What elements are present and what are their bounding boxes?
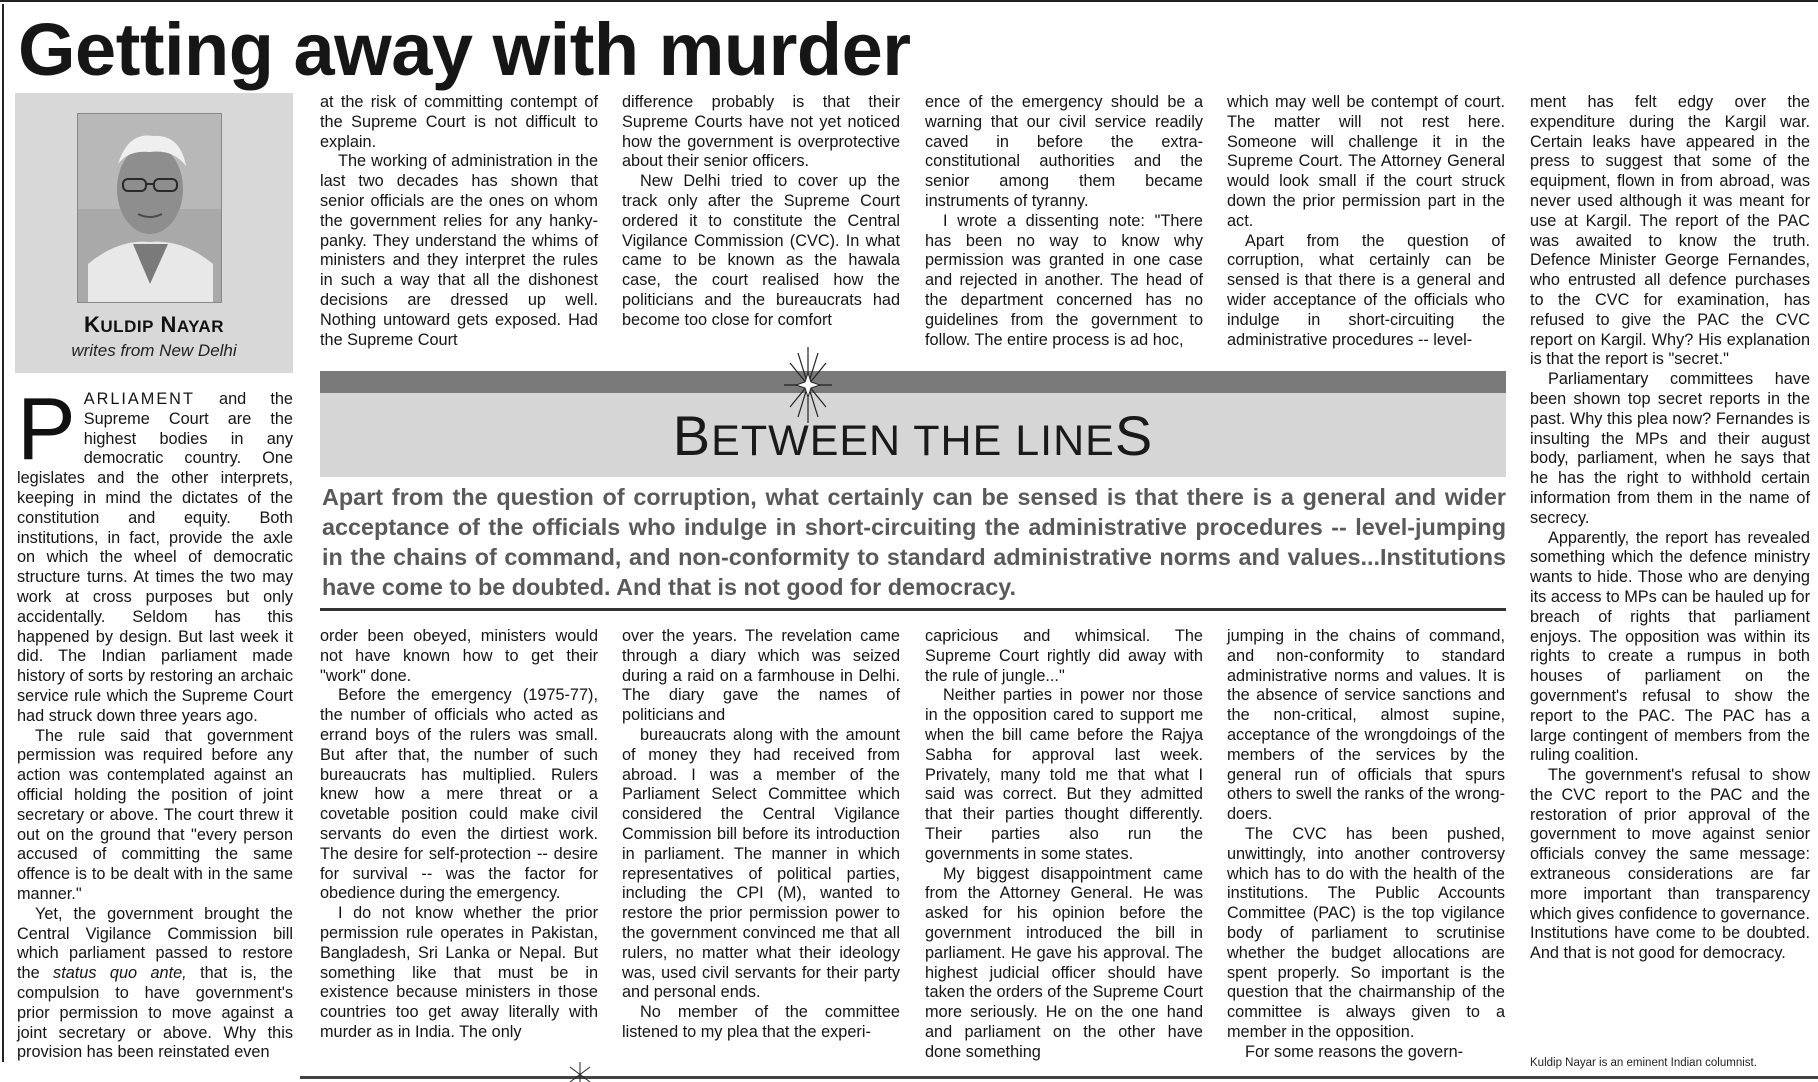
paragraph: The working of administration in the last two decades has shown that senior officials are the ones on whom the government relies for any hanky-panky. They understand the whims of ministers and they interpret the rules in such a way that all the dishonest decisions are dressed up well. Nothing untoward gets exposed. Had the Supreme Court [320,152,598,349]
paragraph: Yet, the government brought the Central Vigilance Commission bill which parliament passed to restore the status quo ante, that is, the compulsion to have government's prior permission to move against a joint secretary or above. Why this provision has been reinstated even [17,904,293,1062]
paragraph: order been obeyed, ministers would not have known how to get their "work" done. [320,627,598,685]
author-portrait-image [78,114,222,303]
column-3-top [622,93,900,331]
bottom-rule [300,1076,1818,1079]
column-2-top [320,93,598,350]
paragraph: over the years. The revelation came through a diary which was seized during a raid on a farmhouse in Delhi. The diary gave the names of politicians and [622,627,900,725]
paragraph: which may well be contempt of court. The matter will not rest here. Someone will challenge it in the Supreme Court. The Attorney General would look small if the court struck down the prior permission part in the act. [1227,93,1505,230]
paragraph: Neither parties in power nor those in the opposition cared to support me when the bill came before the Rajya Sabha for approval last week. Privately, many told me that what I said was correct. But they admitted that their parties thought differently. Their parties also run the governments in some states. [925,686,1203,863]
paragraph: PARLIAMENT and the Supreme Court are the highest bodies in any democratic country. One legislates and the other interprets, keeping in mind the dictates of the constitution and equity. Both institutions, in fact, provide the axle on which the wheel of democratic structure turns. At times the two may work at cross purposes but only accidentally. Seldom has this happened by design. But last week it did. The Indian parliament made history of sorts by restoring an archaic service rule which the Supreme Court had struck down three years ago. [17,379,293,725]
column-6 [1530,93,1810,964]
author-location: writes from New Delhi [71,341,237,360]
column-3-bottom [622,627,900,1043]
paragraph: Parliamentary committees have been shown top secret reports in the past. Why this plea now? Fernandes is insulting the MPs and their august body, parliament, when he says that he has the right to withhold certain information from them in the name of secrecy. [1530,370,1810,527]
bottom-starburst-icon [565,1062,595,1082]
drop-cap: P [17,379,76,478]
column-1 [17,379,293,1063]
paragraph: New Delhi tried to cover up the track only after the Supreme Court ordered it to constitute the Central Vigilance Commission (CVC). In what came to be known as the hawala case, the court realised how the politicians and the bureaucrats had become too close for comfort [622,172,900,329]
column-2-bottom [320,627,598,1043]
paragraph: My biggest disappointment came from the Attorney General. He was asked for his opinion before the government introduced the bill in parliament. He gave his approval. The highest judicial officer should have taken the orders of the Supreme Court more seriously. He on the one hand and parliament on the other have done something [925,864,1203,1061]
paragraph: bureaucrats along with the amount of money they had received from abroad. I was a member of the Parliament Select Committee which considered the Central Vigilance Commission bill before its introduction in parliament. The manner in which representatives of political parties, including the CPI (M), wanted to restore the prior permission power to the government convinced me that all rulers, no matter what their ideology was, used civil servants for their party and personal ends. [622,725,900,1002]
left-rule [2,4,4,1062]
column-4-top [925,93,1203,350]
paragraph: I do not know whether the prior permission rule operates in Pakistan, Bangladesh, Sri Lanka or Nepal. But something like that must be in existence because ministers in those countries too get away literally with murder as in India. The only [320,904,598,1041]
pull-quote-rule [320,608,1506,611]
paragraph: The CVC has been pushed, unwittingly, into another controversy which has to do with the health of the institutions. The Public Accounts Committee (PAC) is the top vigilance body of parliament to scrutinise whether the budget allocations are spent properly. So important is the question that the chairmanship of the committee is always given to a member in the opposition. [1227,824,1505,1041]
paragraph: Apparently, the report has revealed something which the defence ministry wants to hide. Those who are denying its access to MPs can be hauled up for breach of rights that parliament enjoys. The opposition was within its rights to create a rumpus in both houses of parliament on the government's refusal to show the report to the PAC. The PAC has a large contingent of members from the ruling coalition. [1530,528,1810,765]
headline: Getting away with murder [18,8,911,91]
column-title: BETWEEN THE LINES [672,404,1154,467]
paragraph: Before the emergency (1975-77), the number of officials who acted as errand boys of the rulers was small. But after that, the number of such bureaucrats has multiplied. Rulers knew how a mere threat or a covetable position could make civil servants do even the dirtiest work. The desire for self-protection -- desire for survival -- was the factor for obedience during the emergency. [320,686,598,903]
author-name: KULDIP NAYAR [84,312,224,337]
paragraph: Apart from the question of corruption, what certainly can be sensed is that there is a general and wider acceptance of the officials who indulge in short-circuiting the administrative procedures -- level- [1227,231,1505,349]
author-footnote: Kuldip Nayar is an eminent Indian columnist. [1530,1057,1757,1069]
byline-box [15,93,293,373]
starburst-icon [780,345,836,425]
paragraph: difference probably is that their Supreme Courts have not yet noticed how the government is overprotective about their senior officers. [622,93,900,171]
paragraph: at the risk of committing contempt of the Supreme Court is not difficult to explain. [320,93,598,151]
column-5-top [1227,93,1505,350]
paragraph: I wrote a dissenting note: "There has been no way to know why permission was granted in one case and rejected in another. The head of the department concerned has no guidelines from the government to follow. The entire process is ad hoc, [925,211,1203,349]
paragraph: ment has felt edgy over the expenditure during the Kargil war. Certain leaks have appeared in the press to suggest that some of the equipment, flown in from abroad, was never used although it was meant for use at Kargil. The report of the PAC was awaited to know the truth. Defence Minister George Fernandes, who entrusted all defence purchases to the CVC for examination, has refused to give the PAC the CVC report on Kargil. Why? His explanation is that the report is "secret." [1530,93,1810,369]
author-photo [77,113,222,303]
paragraph: capricious and whimsical. The Supreme Court rightly did away with the rule of jungle..." [925,627,1203,685]
paragraph: For some reasons the govern- [1245,1042,1464,1061]
paragraph: No member of the committee listened to my plea that the experi- [622,1003,900,1041]
top-rule [0,0,1818,2]
column-banner [320,393,1506,477]
column-4-bottom [925,627,1203,1063]
banner-bar [320,371,1506,393]
paragraph: ence of the emergency should be a warning that our civil service readily caved in before the extra-constitutional authorities and the senior among them became instruments of tyranny. [925,93,1203,210]
paragraph: The government's refusal to show the CVC report to the PAC and the restoration of prior approval of the government to move against senior officials convey the same message: extraneous considerations are far more important than transparency which gives confidence to governance. Institutions have come to be doubted. And that is not good for democracy. [1530,766,1810,963]
pull-quote: Apart from the question of corruption, what certainly can be sensed is that there is a general and wider acceptance of the officials who indulge in short-circuiting the administrative procedures -- level-jumping in the chains of command, and non-conformity to standard administrative norms and values...Institutions have come to be doubted. And that is not good for democracy. [322,484,1506,600]
paragraph: jumping in the chains of command, and non-conformity to standard administrative norms and values. It is the absence of service sanctions and the non-critical, almost supine, acceptance of the wrongdoings of the members of the services by the general run of officials that spurs others to swell the ranks of the wrong-doers. [1227,627,1505,824]
column-5-bottom [1227,627,1505,1063]
paragraph: The rule said that government permission was required before any action was contemplated against an official holding the position of joint secretary or above. The court threw it out on the ground that "every person accused of committing the same offence is to be dealt with in the same manner." [17,726,293,903]
